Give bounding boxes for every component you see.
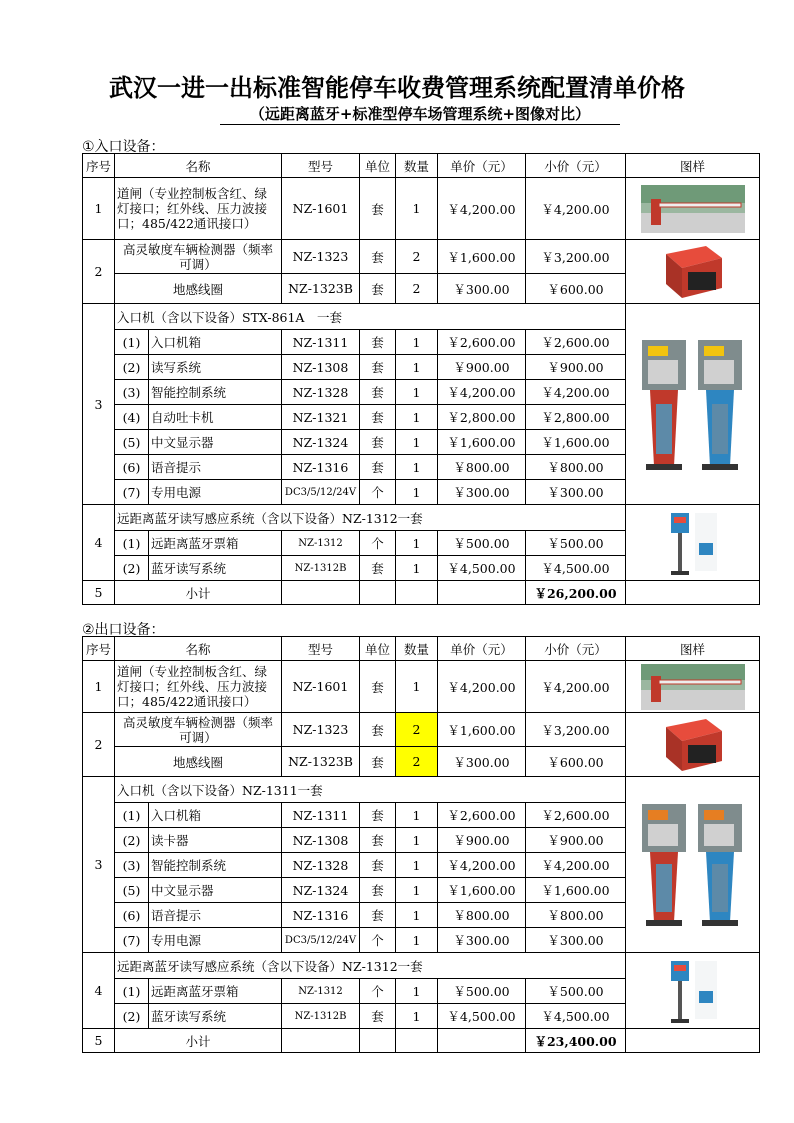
item-subtotal: ￥600.00 — [526, 747, 626, 777]
item-model: NZ-1323B — [282, 274, 360, 304]
group-header: 远距离蓝牙读写感应系统（含以下设备）NZ-1312一套 — [115, 505, 626, 531]
row-no: 5 — [83, 581, 115, 605]
item-qty: 1 — [396, 979, 438, 1004]
header-no: 序号 — [83, 154, 115, 178]
item-subtotal: ￥300.00 — [526, 480, 626, 505]
vehicle-detector-image — [626, 240, 760, 304]
item-qty: 1 — [396, 878, 438, 903]
item-model: DC3/5/12/24V — [282, 928, 360, 953]
item-name: 中文显示器 — [149, 878, 282, 903]
item-name: 高灵敏度车辆检测器（频率可调） — [115, 713, 282, 747]
item-price: ￥800.00 — [438, 903, 526, 928]
item-qty: 1 — [396, 405, 438, 430]
item-unit: 个 — [360, 531, 396, 556]
item-unit: 套 — [360, 828, 396, 853]
header-name: 名称 — [115, 154, 282, 178]
item-model: NZ-1601 — [282, 178, 360, 240]
item-name: 高灵敏度车辆检测器（频率可调） — [115, 240, 282, 274]
item-unit: 个 — [360, 979, 396, 1004]
item-unit: 套 — [360, 455, 396, 480]
empty-cell — [360, 1029, 396, 1053]
header-name: 名称 — [115, 637, 282, 661]
item-index: (5) — [115, 430, 149, 455]
item-price: ￥300.00 — [438, 480, 526, 505]
subtotal-label: 小计 — [115, 1029, 282, 1053]
item-index: (2) — [115, 355, 149, 380]
item-price: ￥900.00 — [438, 828, 526, 853]
item-price: ￥800.00 — [438, 455, 526, 480]
empty-cell — [438, 1029, 526, 1053]
item-qty: 1 — [396, 661, 438, 713]
item-subtotal: ￥2,600.00 — [526, 803, 626, 828]
item-index: (7) — [115, 480, 149, 505]
subtotal-value: ￥26,200.00 — [526, 581, 626, 605]
item-qty: 1 — [396, 531, 438, 556]
item-subtotal: ￥4,200.00 — [526, 661, 626, 713]
empty-cell — [438, 581, 526, 605]
item-qty: 1 — [396, 1004, 438, 1029]
item-subtotal: ￥2,800.00 — [526, 405, 626, 430]
item-index: (2) — [115, 828, 149, 853]
item-subtotal: ￥4,200.00 — [526, 853, 626, 878]
row-no: 4 — [83, 505, 115, 581]
row-no: 1 — [83, 661, 115, 713]
item-subtotal: ￥600.00 — [526, 274, 626, 304]
empty-cell — [282, 1029, 360, 1053]
entry-machine-image — [626, 304, 760, 505]
item-index: (4) — [115, 405, 149, 430]
item-qty: 1 — [396, 928, 438, 953]
item-qty: 1 — [396, 330, 438, 355]
row-no: 4 — [83, 953, 115, 1029]
item-model: NZ-1311 — [282, 330, 360, 355]
item-price: ￥1,600.00 — [438, 240, 526, 274]
item-index: (3) — [115, 853, 149, 878]
bluetooth-ticket-box-image — [626, 953, 760, 1029]
item-qty: 2 — [396, 747, 438, 777]
item-index: (1) — [115, 330, 149, 355]
item-name: 智能控制系统 — [149, 380, 282, 405]
item-qty: 1 — [396, 430, 438, 455]
item-model: NZ-1308 — [282, 355, 360, 380]
item-unit: 套 — [360, 878, 396, 903]
item-unit: 套 — [360, 178, 396, 240]
item-name: 专用电源 — [149, 928, 282, 953]
item-subtotal: ￥4,200.00 — [526, 380, 626, 405]
item-model: NZ-1316 — [282, 903, 360, 928]
item-qty: 1 — [396, 853, 438, 878]
item-model: NZ-1308 — [282, 828, 360, 853]
empty-cell — [396, 581, 438, 605]
item-name: 远距离蓝牙票箱 — [149, 531, 282, 556]
item-index: (7) — [115, 928, 149, 953]
table-row — [83, 713, 760, 747]
item-qty: 1 — [396, 903, 438, 928]
item-model: NZ-1312 — [282, 531, 360, 556]
item-index: (1) — [115, 531, 149, 556]
item-index: (6) — [115, 455, 149, 480]
item-price: ￥500.00 — [438, 979, 526, 1004]
item-name: 自动吐卡机 — [149, 405, 282, 430]
item-price: ￥4,200.00 — [438, 661, 526, 713]
item-price: ￥1,600.00 — [438, 430, 526, 455]
header-no: 序号 — [83, 637, 115, 661]
item-subtotal: ￥900.00 — [526, 355, 626, 380]
item-unit: 套 — [360, 661, 396, 713]
item-qty: 1 — [396, 556, 438, 581]
header-unit: 单位 — [360, 154, 396, 178]
item-name: 蓝牙读写系统 — [149, 556, 282, 581]
item-name: 蓝牙读写系统 — [149, 1004, 282, 1029]
item-unit: 套 — [360, 274, 396, 304]
item-subtotal: ￥3,200.00 — [526, 713, 626, 747]
row-no: 2 — [83, 713, 115, 777]
header-model: 型号 — [282, 637, 360, 661]
bluetooth-ticket-box-image — [626, 505, 760, 581]
subtotal-row — [83, 1029, 760, 1053]
item-price: ￥300.00 — [438, 928, 526, 953]
item-index: (5) — [115, 878, 149, 903]
table-row — [83, 661, 760, 713]
item-qty: 1 — [396, 803, 438, 828]
header-price: 单价（元） — [438, 154, 526, 178]
subtotal-row — [83, 581, 760, 605]
item-price: ￥1,600.00 — [438, 713, 526, 747]
item-model: NZ-1324 — [282, 430, 360, 455]
item-subtotal: ￥1,600.00 — [526, 430, 626, 455]
item-unit: 套 — [360, 240, 396, 274]
item-subtotal: ￥800.00 — [526, 903, 626, 928]
item-unit: 套 — [360, 355, 396, 380]
item-unit: 个 — [360, 928, 396, 953]
item-qty: 1 — [396, 828, 438, 853]
item-model: NZ-1601 — [282, 661, 360, 713]
header-qty: 数量 — [396, 154, 438, 178]
item-name: 中文显示器 — [149, 430, 282, 455]
item-price: ￥300.00 — [438, 274, 526, 304]
item-unit: 套 — [360, 330, 396, 355]
page-subtitle: （远距离蓝牙+标准型停车场管理系统+图像对比） — [220, 104, 620, 125]
item-index: (3) — [115, 380, 149, 405]
item-model: NZ-1321 — [282, 405, 360, 430]
item-name: 道闸（专业控制板含红、绿灯接口；红外线、压力波接口；485/422通讯接口） — [115, 661, 282, 713]
barrier-gate-image — [626, 178, 760, 240]
barrier-gate-image — [626, 661, 760, 713]
item-price: ￥4,200.00 — [438, 178, 526, 240]
section-label-entry: ①入口设备： — [82, 139, 165, 155]
item-subtotal: ￥1,600.00 — [526, 878, 626, 903]
item-name: 读写系统 — [149, 355, 282, 380]
item-qty: 1 — [396, 480, 438, 505]
vehicle-detector-image — [626, 713, 760, 777]
item-unit: 套 — [360, 853, 396, 878]
entry-equipment-table — [82, 153, 760, 605]
item-unit: 套 — [360, 747, 396, 777]
item-model: NZ-1328 — [282, 380, 360, 405]
item-subtotal: ￥500.00 — [526, 531, 626, 556]
item-subtotal: ￥900.00 — [526, 828, 626, 853]
empty-cell — [282, 581, 360, 605]
item-qty: 2 — [396, 240, 438, 274]
item-name: 远距离蓝牙票箱 — [149, 979, 282, 1004]
item-unit: 套 — [360, 713, 396, 747]
item-index: (1) — [115, 979, 149, 1004]
item-index: (2) — [115, 556, 149, 581]
item-price: ￥500.00 — [438, 531, 526, 556]
item-qty: 2 — [396, 274, 438, 304]
subtotal-label: 小计 — [115, 581, 282, 605]
item-unit: 套 — [360, 803, 396, 828]
item-model: NZ-1323B — [282, 747, 360, 777]
item-name: 智能控制系统 — [149, 853, 282, 878]
exit-machine-image — [626, 777, 760, 953]
row-no: 3 — [83, 777, 115, 953]
item-name: 入口机箱 — [149, 803, 282, 828]
item-model: NZ-1316 — [282, 455, 360, 480]
item-price: ￥2,800.00 — [438, 405, 526, 430]
item-qty: 2 — [396, 713, 438, 747]
page-title: 武汉一进一出标准智能停车收费管理系统配置清单价格 — [109, 74, 685, 102]
item-unit: 套 — [360, 903, 396, 928]
table-header-row — [83, 637, 760, 661]
item-name: 专用电源 — [149, 480, 282, 505]
header-subtotal: 小价（元） — [526, 154, 626, 178]
group-header-row — [83, 304, 760, 330]
item-name: 地感线圈 — [115, 274, 282, 304]
item-qty: 1 — [396, 455, 438, 480]
table-row — [83, 178, 760, 240]
header-image: 图样 — [626, 154, 760, 178]
item-price: ￥4,500.00 — [438, 556, 526, 581]
group-header-row — [83, 953, 760, 979]
row-no: 2 — [83, 240, 115, 304]
exit-equipment-table — [82, 636, 760, 1053]
group-header-row — [83, 505, 760, 531]
item-index: (6) — [115, 903, 149, 928]
row-no: 5 — [83, 1029, 115, 1053]
item-subtotal: ￥2,600.00 — [526, 330, 626, 355]
item-price: ￥4,500.00 — [438, 1004, 526, 1029]
item-subtotal: ￥4,500.00 — [526, 556, 626, 581]
empty-cell — [626, 1029, 760, 1053]
empty-cell — [396, 1029, 438, 1053]
item-price: ￥300.00 — [438, 747, 526, 777]
item-model: DC3/5/12/24V — [282, 480, 360, 505]
item-model: NZ-1311 — [282, 803, 360, 828]
item-model: NZ-1312B — [282, 556, 360, 581]
item-subtotal: ￥500.00 — [526, 979, 626, 1004]
item-name: 语音提示 — [149, 903, 282, 928]
group-header: 入口机（含以下设备）STX-861A 一套 — [115, 304, 626, 330]
item-subtotal: ￥300.00 — [526, 928, 626, 953]
item-name: 地感线圈 — [115, 747, 282, 777]
item-index: (2) — [115, 1004, 149, 1029]
item-qty: 1 — [396, 380, 438, 405]
item-subtotal: ￥800.00 — [526, 455, 626, 480]
item-unit: 个 — [360, 480, 396, 505]
header-unit: 单位 — [360, 637, 396, 661]
item-price: ￥2,600.00 — [438, 803, 526, 828]
group-header: 远距离蓝牙读写感应系统（含以下设备）NZ-1312一套 — [115, 953, 626, 979]
item-unit: 套 — [360, 430, 396, 455]
item-unit: 套 — [360, 556, 396, 581]
section-label-exit: ②出口设备： — [82, 622, 165, 638]
row-no: 1 — [83, 178, 115, 240]
item-model: NZ-1323 — [282, 240, 360, 274]
item-price: ￥1,600.00 — [438, 878, 526, 903]
item-unit: 套 — [360, 405, 396, 430]
header-price: 单价（元） — [438, 637, 526, 661]
item-unit: 套 — [360, 380, 396, 405]
item-index: (1) — [115, 803, 149, 828]
item-qty: 1 — [396, 178, 438, 240]
item-model: NZ-1312 — [282, 979, 360, 1004]
item-price: ￥4,200.00 — [438, 853, 526, 878]
item-name: 入口机箱 — [149, 330, 282, 355]
subtotal-value: ￥23,400.00 — [526, 1029, 626, 1053]
header-image: 图样 — [626, 637, 760, 661]
item-price: ￥2,600.00 — [438, 330, 526, 355]
item-name: 读卡器 — [149, 828, 282, 853]
item-model: NZ-1312B — [282, 1004, 360, 1029]
row-no: 3 — [83, 304, 115, 505]
table-header-row — [83, 154, 760, 178]
item-model: NZ-1324 — [282, 878, 360, 903]
table-row — [83, 240, 760, 274]
item-subtotal: ￥3,200.00 — [526, 240, 626, 274]
group-header-row — [83, 777, 760, 803]
header-qty: 数量 — [396, 637, 438, 661]
item-price: ￥900.00 — [438, 355, 526, 380]
item-price: ￥4,200.00 — [438, 380, 526, 405]
item-subtotal: ￥4,200.00 — [526, 178, 626, 240]
header-model: 型号 — [282, 154, 360, 178]
empty-cell — [626, 581, 760, 605]
item-qty: 1 — [396, 355, 438, 380]
item-name: 语音提示 — [149, 455, 282, 480]
item-subtotal: ￥4,500.00 — [526, 1004, 626, 1029]
empty-cell — [360, 581, 396, 605]
item-unit: 套 — [360, 1004, 396, 1029]
group-header: 入口机（含以下设备）NZ-1311一套 — [115, 777, 626, 803]
item-model: NZ-1323 — [282, 713, 360, 747]
item-name: 道闸（专业控制板含红、绿灯接口；红外线、压力波接口；485/422通讯接口） — [115, 178, 282, 240]
item-model: NZ-1328 — [282, 853, 360, 878]
header-subtotal: 小价（元） — [526, 637, 626, 661]
